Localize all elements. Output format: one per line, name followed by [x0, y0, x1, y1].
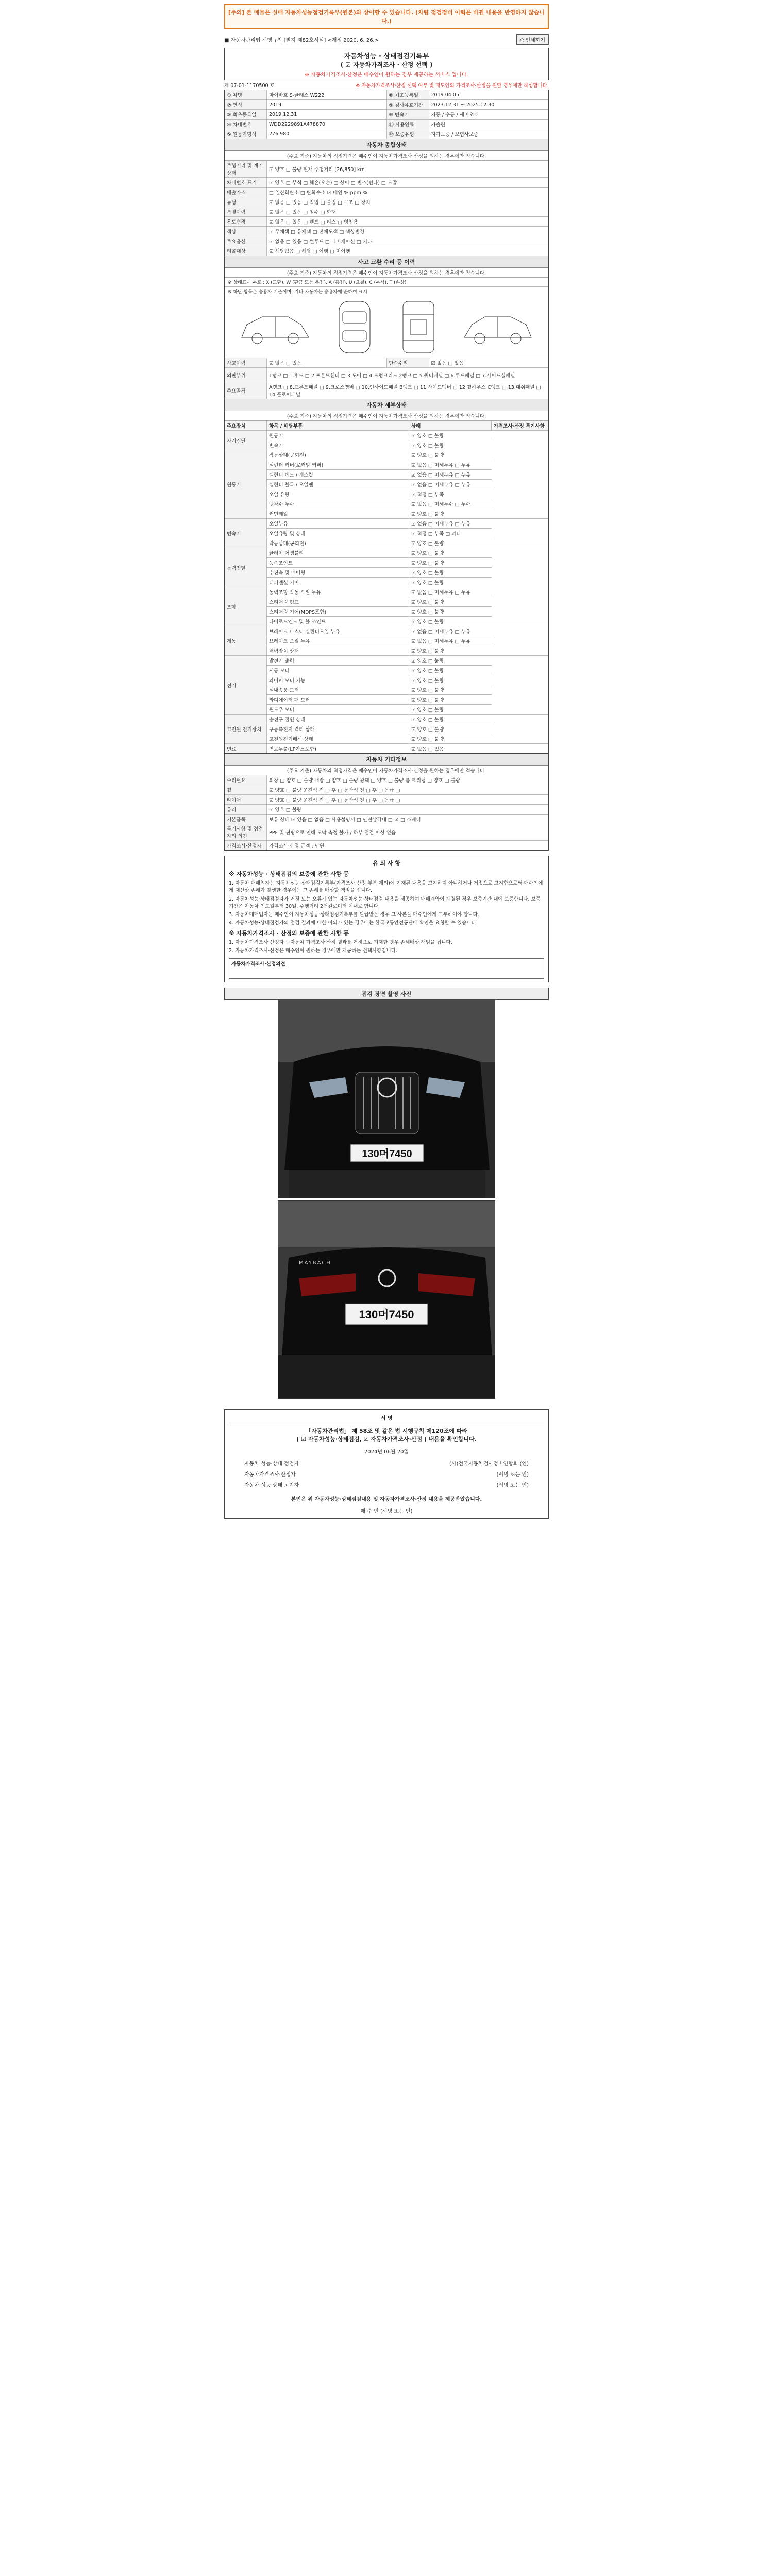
detail-group-name: 변속기: [225, 519, 267, 548]
status-row: [225, 188, 548, 197]
etc-head: 자동차 기타정보: [225, 754, 548, 766]
detail-item-row: [267, 636, 492, 646]
etc-label: 휠: [225, 785, 267, 794]
status-label: 차대번호 표기: [225, 178, 267, 187]
detail-item-status: ☑ 양호 □ 불량: [411, 609, 444, 615]
etc-row: [225, 805, 548, 815]
status-label: 색상: [225, 227, 267, 236]
serial-note: ※ 자동차가격조사·산정 선택 여부 및 매도인의 가격조사·산정을 원할 경우에만 작성합니다.: [356, 83, 549, 89]
status-value: ☑ 양호 □ 부식 □ 훼손(오손) □ 상이 □ 변조(변타) □ 도말: [269, 180, 397, 186]
detail-item-row: [267, 450, 492, 460]
price-value: 가격조사·산정 금액 : 만원: [269, 843, 325, 849]
detail-item-name: 클러치 어셈블리: [267, 548, 409, 557]
basic-value: 276 980: [267, 129, 387, 139]
detail-item-name: 스티어링 펌프: [267, 597, 409, 606]
detail-item-status: ☑ 양호 □ 불량: [411, 678, 444, 684]
etc-value: 보유 상태 ☑ 있음 □ 없음 □ 사용설명서 □ 안전삼각대 □ 잭 □ 스패너: [269, 817, 421, 823]
detail-item-status: ☑ 없음 □ 미세누수 □ 누수: [411, 502, 470, 507]
basic-row: [225, 110, 548, 120]
etc-row: [225, 795, 548, 805]
detail-item-row: [267, 558, 492, 568]
detail-item-name: 작동상태(공회전): [267, 450, 409, 460]
simple-repair-label: 단순수리: [387, 358, 429, 367]
simple-repair-value: ☑ 없음 □ 있음: [431, 361, 464, 366]
detail-group-note: [492, 519, 548, 548]
basic-label: ④ 차대번호: [225, 120, 267, 129]
status-note: (주요 기준) 자동차의 적정가격은 매수인이 자동차가격조사·산정을 원하는 경우에만 적습니다.: [225, 151, 548, 161]
basic-value-2: 2023.12.31 ~ 2025.12.30: [431, 101, 495, 108]
detail-item-name: 실린더 커버(로커암 커버): [267, 460, 409, 469]
detail-item-status: ☑ 없음 □ 미세누유 □ 누유: [411, 472, 470, 478]
detail-item-name: 고전원전기배선 상태: [267, 734, 409, 743]
status-value: ☑ 해당없음 □ 해당 □ 이행 □ 미이행: [269, 249, 350, 255]
detail-item-row: [267, 597, 492, 607]
detail-item-name: 와이퍼 모터 기능: [267, 675, 409, 685]
status-value: ☑ 없음 □ 있음 □ 적법 □ 불법 □ 구조 □ 장치: [269, 200, 371, 206]
detail-group-note: [492, 626, 548, 655]
detail-item-row: [267, 538, 492, 548]
status-section: [224, 139, 549, 256]
price-opinion-label: 자동차가격조사·산정의견: [231, 961, 285, 967]
detail-item-row: [267, 548, 492, 558]
basic-info-section: [224, 90, 549, 139]
detail-item-name: 충전구 절연 상태: [267, 715, 409, 724]
report-page: [224, 0, 549, 1519]
status-value: ☑ 없음 □ 있음 □ 렌트 □ 리스 □ 영업용: [269, 219, 358, 225]
sign-name: (서명 또는 인): [496, 1471, 529, 1478]
detail-item-status: ☑ 양호 □ 불량: [411, 619, 444, 625]
basic-label: ③ 최초등록일: [225, 110, 267, 119]
signature-statement-1: 「자동차관리법」 제 58조 및 같은 법 시행규칙 제120조에 따라: [305, 1427, 468, 1434]
detail-item-row: [267, 607, 492, 617]
notice-item: 3. 자동차매매업자는 매수인이 자동차성능·상태점검기록부를 발급받은 경우 그 사본을 매수인에게 교부하여야 합니다.: [229, 912, 479, 918]
detail-item-status: ☑ 양호 □ 불량: [411, 551, 444, 556]
price-label: 가격조사·산정자: [225, 841, 267, 850]
detail-item-status: ☑ 양호 □ 불량: [411, 600, 444, 605]
accident-section: [224, 256, 549, 399]
car-diagram: [225, 296, 548, 358]
detail-group: [225, 450, 548, 519]
car-side-left-icon: [237, 301, 314, 353]
panel-row: [225, 382, 548, 399]
detail-item-name: 변속기: [267, 440, 409, 450]
opinion-text: PPF 및 썬팅으로 인해 도막 측정 불가 / 하부 점검 이상 없음: [269, 830, 396, 836]
detail-group-note: [492, 431, 548, 450]
detail-group-name: 제동: [225, 626, 267, 655]
detail-item-status: ☑ 양호 □ 불량: [411, 698, 444, 703]
status-label: 배출가스: [225, 188, 267, 197]
basic-value: WDD2229891A478870: [267, 120, 387, 129]
basic-label-2: ⑫ 보증유형: [387, 129, 429, 139]
detail-item-name: 라디에이터 팬 모터: [267, 695, 409, 704]
detail-item-row: [267, 675, 492, 685]
etc-value: ☑ 양호 □ 불량 운전석 전 □ 후 □ 동반석 전 □ 후 □ 응급 □: [269, 788, 400, 793]
detail-header-row: [225, 421, 548, 431]
detail-item-name: 등속조인트: [267, 558, 409, 567]
detail-group-items: [267, 715, 492, 743]
detail-head: 자동차 세부상태: [225, 399, 548, 411]
detail-item-status: ☑ 양호 □ 불량: [411, 707, 444, 713]
status-label: 주요옵션: [225, 236, 267, 246]
detail-item-name: 오일누유: [267, 519, 409, 528]
detail-item-name: 배력장치 상태: [267, 646, 409, 655]
detail-item-row: [267, 519, 492, 529]
detail-item-status: ☑ 양호 □ 불량: [411, 658, 444, 664]
detail-col-header: 가격조사·산정 특기사항: [494, 423, 545, 429]
detail-group-items: [267, 431, 492, 450]
basic-row: [225, 100, 548, 110]
detail-item-status: ☑ 양호 □ 불량: [411, 453, 444, 459]
detail-item-name: 스티어링 기어(MDPS포함): [267, 607, 409, 616]
basic-value-2: 2019.04.05: [431, 92, 459, 98]
accident-value: ☑ 없음 □ 있음: [267, 358, 387, 367]
accident-label: 사고이력: [225, 358, 267, 367]
sign-label: 자동차 성능·상태 점검자: [244, 1461, 299, 1467]
detail-group-name: 조향: [225, 587, 267, 626]
price-opinion-box: [229, 958, 544, 979]
detail-group-items: [267, 744, 492, 753]
notice-item: 2. 자동차성능·상태점검자가 거짓 또는 오류가 있는 자동차성능·상태점검 내용을 제공하여 매매계약이 체결된 경우 보증기간 내에 보증합니다. 보증기간은 자동차 인도일부터 30일, 주행거리 2천킬로미터 이내로 합니다.: [229, 896, 541, 909]
detail-item-status: ☑ 양호 □ 불량: [411, 561, 444, 566]
detail-item-name: 원동기: [267, 431, 409, 440]
detail-group-note: [492, 587, 548, 626]
sign-label: 자동차가격조사·산정자: [244, 1471, 296, 1478]
status-value: ☑ 없음 □ 있음 □ 썬루프 □ 네비게이션 □ 기타: [269, 239, 373, 245]
legend-right: ※ 하단 항목은 승용차 기준이며, 기타 자동차는 승용차에 준하여 표시: [228, 290, 367, 295]
detail-group-name: 고전원 전기장치: [225, 715, 267, 743]
detail-item-name: 오일유량 및 상태: [267, 529, 409, 538]
basic-value-2: 자가보증 / 보험사보증: [431, 132, 479, 138]
panel-row: [225, 368, 548, 382]
basic-value-2: 가솔린: [431, 122, 446, 128]
detail-item-row: [267, 685, 492, 695]
detail-item-name: 실린더 헤드 / 개스킷: [267, 470, 409, 479]
detail-group-name: 자기진단: [225, 431, 267, 450]
front-photo: [278, 1000, 495, 1198]
detail-group: [225, 587, 548, 626]
detail-group: [225, 626, 548, 656]
detail-item-row: [267, 626, 492, 636]
receipt-statement: 본인은 위 자동차성능·상태점검내용 및 자동차가격조사·산정 내용을 제공받았습니다.: [291, 1496, 482, 1502]
price-row: [225, 841, 548, 850]
detail-item-name: 브레이크 마스터 실린더오일 누유: [267, 626, 409, 636]
status-head: 자동차 종합상태: [225, 139, 548, 151]
report-title-box: [224, 48, 549, 80]
signature-date: 2024년 06월 20일: [364, 1449, 409, 1455]
detail-group-name: 전기: [225, 656, 267, 714]
detail-item-row: [267, 460, 492, 470]
detail-item-row: [267, 509, 492, 518]
detail-item-name: 냉각수 누수: [267, 499, 409, 509]
print-button[interactable]: [516, 34, 549, 45]
car-front-icon: [278, 1000, 495, 1198]
detail-item-row: [267, 744, 492, 753]
basic-value: 2019.12.31: [267, 110, 387, 119]
detail-group-items: [267, 519, 492, 548]
detail-item-status: ☑ 없음 □ 미세누유 □ 누유: [411, 482, 470, 488]
sign-label: 자동차 성능·상태 고지자: [244, 1482, 299, 1488]
detail-item-row: [267, 724, 492, 734]
maybach-badge: MAYBACH: [299, 1260, 331, 1266]
status-value: ☑ 없음 □ 있음 □ 침수 □ 화재: [269, 210, 336, 215]
detail-item-name: 동력조향 작동 오일 누유: [267, 587, 409, 597]
detail-item-name: 타이로드엔드 및 볼 조인트: [267, 617, 409, 626]
detail-item-status: ☑ 양호 □ 불량: [411, 649, 444, 654]
detail-item-status: ☑ 양호 □ 불량: [411, 737, 444, 742]
detail-item-name: 발전기 출력: [267, 656, 409, 665]
detail-item-name: 실내송풍 모터: [267, 685, 409, 694]
detail-item-row: [267, 734, 492, 743]
etc-row: [225, 815, 548, 824]
detail-group: [225, 431, 548, 450]
detail-item-status: ☑ 없음 □ 미세누유 □ 누유: [411, 629, 470, 635]
status-row: [225, 246, 548, 256]
detail-item-status: ☑ 양호 □ 불량: [411, 443, 444, 449]
detail-item-row: [267, 666, 492, 675]
status-label: 튜닝: [225, 197, 267, 207]
notice-item: 1. 자동차가격조사·산정자는 자동차 가격조사·산정 결과를 거짓으로 기재한 경우 손해배상 책임을 집니다.: [229, 940, 452, 945]
detail-group: [225, 744, 548, 753]
detail-item-status: ☑ 양호 □ 불량: [411, 541, 444, 547]
etc-label: 수리필요: [225, 775, 267, 785]
accident-row: [225, 358, 548, 368]
warning-banner: [주의] 본 매물은 실매 자동차성능점검기록부(원본)와 상이할 수 있습니다. (차량 점검정비 이력은 바뀐 내용을 반영하지 않습니다.): [224, 4, 549, 29]
detail-group: [225, 548, 548, 587]
form-title: ■ 자동차관리법 시행규칙 [별지 제82호서식] <개정 2020. 6. 26.>: [224, 38, 379, 43]
etc-section: [224, 754, 549, 851]
detail-col-header: 항목 / 해당부품: [267, 421, 409, 430]
detail-item-row: [267, 656, 492, 666]
detail-group-items: [267, 450, 492, 518]
detail-item-row: [267, 705, 492, 714]
status-row: [225, 161, 548, 178]
detail-item-name: 윈도우 모터: [267, 705, 409, 714]
status-value: ☑ 양호 □ 불량 현재 주행거리 [26,850] km: [269, 167, 365, 173]
sign-row: [244, 1459, 529, 1467]
sign-name: (서명 또는 인): [496, 1482, 529, 1488]
detail-item-row: [267, 470, 492, 480]
car-side-right-icon: [459, 301, 536, 353]
receiver-line: 매 수 인 (서명 또는 인): [360, 1508, 413, 1514]
etc-row: [225, 775, 548, 785]
front-plate: 130머7450: [362, 1148, 412, 1160]
detail-section: [224, 399, 549, 754]
panel-label: 주요골격: [225, 382, 267, 399]
detail-group-note: [492, 744, 548, 753]
signature-box: [224, 1409, 549, 1519]
detail-item-row: [267, 617, 492, 626]
detail-item-row: [267, 489, 492, 499]
basic-row: [225, 129, 548, 139]
car-rear-icon: [278, 1201, 495, 1399]
accident-legend-2: [225, 287, 548, 296]
detail-item-row: [267, 568, 492, 578]
status-row: [225, 197, 548, 207]
report-title: 자동차성능 · 상태점검기록부: [344, 53, 429, 60]
basic-label: ⑤ 원동기형식: [225, 129, 267, 139]
printer-icon: ⎙: [519, 38, 524, 43]
detail-item-name: 실린더 블록 / 오일팬: [267, 480, 409, 489]
detail-group-note: [492, 450, 548, 518]
detail-item-row: [267, 440, 492, 450]
detail-item-status: ☑ 없음 □ 미세누유 □ 누유: [411, 590, 470, 596]
detail-col-header: 주요장치: [225, 421, 267, 430]
basic-row: [225, 90, 548, 100]
status-label: 주행거리 및 계기상태: [225, 161, 267, 177]
detail-item-row: [267, 480, 492, 489]
basic-label-2: ⑨ 검사유효기간: [387, 100, 429, 109]
detail-item-status: ☑ 없음 □ 미세누유 □ 누유: [411, 521, 470, 527]
detail-item-status: ☑ 양호 □ 불량: [411, 580, 444, 586]
panel-value: A랭크 □ 8.프론트패널 □ 9.크로스멤버 □ 10.인사이드패널 B랭크 □ 11.사이드멤버 □ 12.휠하우스 C랭크 □ 13.대쉬패널 □ 14.플로어패널: [269, 385, 541, 398]
rear-photo: [278, 1200, 495, 1399]
basic-label-2: ⑩ 변속기: [387, 110, 429, 119]
detail-item-status: ☑ 양호 □ 불량: [411, 717, 444, 723]
detail-item-name: 시동 모터: [267, 666, 409, 675]
detail-item-status: ☑ 없음 □ 미세누유 □ 누유: [411, 639, 470, 645]
car-bottom-icon: [395, 299, 442, 355]
detail-item-name: 브레이크 오일 누유: [267, 636, 409, 646]
sign-row: [244, 1481, 529, 1488]
status-row: [225, 207, 548, 217]
detail-item-name: 추진축 및 베어링: [267, 568, 409, 577]
basic-label-2: ⑧ 최초등록일: [387, 90, 429, 99]
print-label: 인쇄하기: [525, 38, 545, 43]
notice-item: 4. 자동차성능·상태점검자의 점검 결과에 대한 이의가 있는 경우에는 한국교통안전공단에 확인을 요청할 수 있습니다.: [229, 920, 478, 926]
detail-item-status: ☑ 없음 □ 미세누유 □ 누유: [411, 463, 470, 468]
report-note: ※ 자동차가격조사·산정은 매수인이 원하는 경우 제공하는 서비스 입니다.: [305, 72, 468, 78]
status-row: [225, 178, 548, 188]
status-row: [225, 236, 548, 246]
basic-value: 2019: [267, 100, 387, 109]
rear-plate: 130머7450: [359, 1308, 414, 1321]
detail-group-note: [492, 715, 548, 743]
status-value: ☑ 무채색 □ 유채색 □ 전체도색 □ 색상변경: [269, 229, 365, 235]
basic-label-2: ⑪ 사용연료: [387, 120, 429, 129]
basic-label: ① 차명: [225, 90, 267, 99]
etc-label: 유리: [225, 805, 267, 814]
detail-item-status: ☑ 양호 □ 불량: [411, 433, 444, 439]
detail-group-items: [267, 626, 492, 655]
notice-box: [224, 856, 549, 982]
detail-group: [225, 519, 548, 548]
notice-item: 1. 자동차 매매업자는 자동차성능·상태점검기록부(가격조사·산정 부분 제외)에 기재된 내용을 고지하지 아니하거나 거짓으로 고지함으로써 매수인에게 재산상 손해가 발생한 경우에는 그 손해를 배상할 책임을 집니다.: [229, 880, 543, 894]
detail-group-note: [492, 656, 548, 714]
detail-item-status: ☑ 양호 □ 불량: [411, 727, 444, 733]
detail-item-name: 커먼레일: [267, 509, 409, 518]
detail-group-name: 동력전달: [225, 548, 267, 587]
etc-label: 기본품목: [225, 815, 267, 824]
car-top-icon: [331, 299, 378, 355]
detail-group-name: 연료: [225, 744, 267, 753]
status-value: □ 일산화탄소 □ 탄화수소 ☑ 매연 % ppm %: [269, 190, 367, 196]
detail-item-status: ☑ 양호 □ 불량: [411, 668, 444, 674]
detail-item-row: [267, 431, 492, 440]
accident-note: (주요 기준) 자동차의 적정가격은 매수인이 자동차가격조사·산정을 원하는 경우에만 적습니다.: [225, 268, 548, 278]
notice-mark: 유 의 사 항: [373, 860, 400, 867]
signature-head: 서 명: [229, 1414, 544, 1423]
detail-group: [225, 656, 548, 715]
accident-legend: [225, 278, 548, 287]
status-label: 용도변경: [225, 217, 267, 226]
etc-value: ☑ 양호 □ 불량 운전석 전 □ 후 □ 동반석 전 □ 후 □ 응급 □: [269, 798, 400, 803]
notice-item: 2. 자동차가격조사·산정은 매수인이 원하는 경우에만 제공하는 선택사항입니다.: [229, 948, 397, 954]
detail-item-name: 디퍼렌셜 기어: [267, 578, 409, 587]
detail-note: (주요 기준) 자동차의 적정가격은 매수인이 자동차가격조사·산정을 원하는 경우에만 적습니다.: [225, 411, 548, 421]
report-subtitle: ( ☑ 자동차가격조사 · 산정 선택 ): [340, 61, 433, 69]
detail-item-name: 오일 유량: [267, 489, 409, 499]
signature-statement-2: ( ☑ 자동차성능·상태점검, ☑ 자동차가격조사·산정 ) 내용을 확인합니다.: [296, 1435, 477, 1443]
detail-item-name: 연료누출(LP가스포함): [267, 744, 409, 753]
detail-item-row: [267, 578, 492, 587]
notice-head-2: ※ 자동차가격조사 · 산정의 보증에 관한 사항 등: [229, 929, 349, 937]
detail-col-header: 상태: [409, 421, 492, 430]
detail-item-row: [267, 646, 492, 655]
legend-left: ※ 상태표시 부호 : X (교환), W (판금 또는 용접), A (흠집), U (요철), C (부식), T (손상): [228, 280, 407, 285]
etc-value: ☑ 양호 □ 불량: [269, 807, 302, 813]
photo-head: 점검 장면 촬영 사진: [224, 988, 549, 1000]
basic-value: 마이바흐 S-클래스 W222: [267, 90, 387, 99]
form-line: [224, 34, 549, 45]
status-row: [225, 227, 548, 236]
notice-head-1: ※ 자동차성능 · 상태점검의 보증에 관한 사항 등: [229, 870, 349, 877]
detail-item-name: 작동상태(공회전): [267, 538, 409, 548]
panel-value: 1랭크 □ 1.후드 □ 2.프론트휀더 □ 3.도어 □ 4.트렁크리드 2랭크 □ 5.쿼터패널 □ 6.루프패널 □ 7.사이드실패널: [269, 372, 515, 379]
status-label: 특별이력: [225, 207, 267, 216]
detail-item-row: [267, 695, 492, 705]
sign-row: [244, 1470, 529, 1478]
detail-item-status: ☑ 양호 □ 불량: [411, 512, 444, 517]
detail-item-status: ☑ 양호 □ 불량: [411, 570, 444, 576]
detail-item-name: 구동축전지 격리 상태: [267, 724, 409, 734]
detail-item-status: ☑ 적정 □ 부족 □ 과다: [411, 531, 461, 537]
basic-label: ② 연식: [225, 100, 267, 109]
panel-label: 외판부위: [225, 368, 267, 382]
basic-value-2: 자동 / 수동 / 세미오토: [431, 112, 479, 118]
detail-group-items: [267, 656, 492, 714]
sign-name: (사)전국자동차검사정비연합회 (인): [449, 1461, 529, 1467]
detail-item-status: ☑ 없음 □ 있음: [411, 747, 444, 752]
detail-item-row: [267, 715, 492, 724]
detail-group-note: [492, 548, 548, 587]
opinion-row: [225, 824, 548, 841]
etc-note: (주요 기준) 자동차의 적정가격은 매수인이 자동차가격조사·산정을 원하는 경우에만 적습니다.: [225, 766, 548, 775]
detail-group-items: [267, 548, 492, 587]
status-row: [225, 217, 548, 227]
etc-label: 타이어: [225, 795, 267, 804]
accident-head: 사고 교환 수리 등 이력: [225, 256, 548, 268]
serial-line: [224, 80, 549, 90]
etc-value: 외장 □ 양호 □ 불량 내장 □ 양호 □ 불량 광택 □ 양호 □ 불량 룸 크리닝 □ 양호 □ 불량: [269, 778, 460, 784]
status-label: 리콜대상: [225, 246, 267, 256]
detail-item-row: [267, 587, 492, 597]
detail-group: [225, 715, 548, 744]
basic-row: [225, 120, 548, 129]
etc-row: [225, 785, 548, 795]
detail-group-name: 원동기: [225, 450, 267, 518]
detail-item-row: [267, 499, 492, 509]
detail-item-status: ☑ 양호 □ 불량: [411, 688, 444, 693]
detail-item-status: ☑ 적정 □ 부족: [411, 492, 444, 498]
serial-number: 제 07-01-1170500 호: [224, 83, 275, 89]
detail-group-items: [267, 587, 492, 626]
opinion-label: 특기사항 및 점검자의 의견: [225, 824, 267, 840]
detail-item-row: [267, 529, 492, 538]
